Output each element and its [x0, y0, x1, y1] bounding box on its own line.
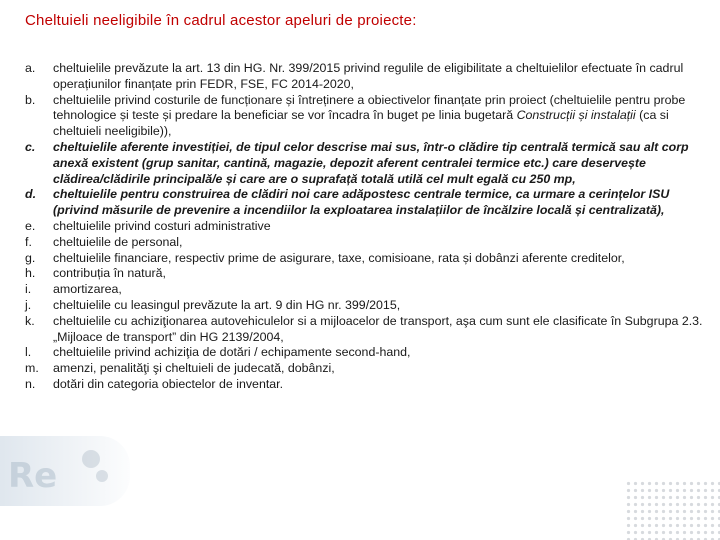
list-item	[25, 251, 705, 267]
list-marker: h.	[25, 266, 36, 281]
list-item	[25, 61, 705, 93]
logo-watermark	[0, 436, 130, 506]
list-item-text	[53, 93, 705, 140]
list-item	[25, 140, 705, 187]
list-item	[25, 345, 705, 361]
corner-dot-pattern	[625, 480, 720, 540]
list-item	[25, 377, 705, 393]
list-marker: e.	[25, 218, 36, 233]
list-item-text: cheltuielile prevăzute la art. 13 din HG. Nr. 399/2015 privind regulile de eligibilitate a cheltuielilor efectuate în cadrul operațiunilor finanțate prin FEDR, FSE, FC 2014-2020,	[53, 61, 684, 91]
list-item-italic-part: Construcții și instalații	[516, 108, 636, 123]
list-item	[25, 219, 705, 235]
list-item-text: cheltuielile aferente investiției, de tipul celor descrise mai sus, într-o clădire tip centrală termică sau alt corp anexă existent (grup sanitar, cantină, magazie, depozit aferent centralei termice etc.) care deservește clădirea/clădirile principală/e și care are o suprafață totală utilă cel mult egală cu 250 mp,	[53, 139, 689, 186]
list-item-text-part: (ca si cheltuieli neeligibile)),	[53, 108, 669, 139]
list-item-text: cheltuielile privind costuri administrative	[53, 218, 271, 233]
list-item-text: amenzi, penalităţi şi cheltuieli de judecată, dobânzi,	[53, 361, 335, 376]
list-item-text-part: cheltuielile privind costurile de funcționare și întreținere a obiectivelor finanțate prin proiect (cheltuielile pentru probe tehnologice și teste și predare la beneficiar se vor încadra în buget pe linia bugetară	[53, 92, 686, 123]
list-marker: d.	[25, 187, 37, 202]
list-item	[25, 93, 705, 140]
list-marker: n.	[25, 376, 36, 391]
list-marker: c.	[25, 139, 36, 154]
list-item-text: contribuția în natură,	[53, 266, 166, 281]
slide-title: Cheltuieli neeligibile în cadrul acestor apeluri de proiecte:	[25, 12, 417, 29]
list-marker: j.	[25, 297, 32, 312]
list-item-text: amortizarea,	[53, 282, 122, 297]
list-item-text: cheltuielile de personal,	[53, 234, 183, 249]
list-item-text: cheltuielile cu achiziţionarea autovehiculelor si a mijloacelor de transport, aşa cum sunt ele clasificate în Subgrupa 2.3. „Mijloace de transport” din HG 2139/2004,	[53, 313, 703, 344]
logo-dot-icon	[96, 470, 108, 482]
list-marker: f.	[25, 234, 32, 249]
list-marker: a.	[25, 61, 36, 75]
list-item	[25, 298, 705, 314]
list-item	[25, 361, 705, 377]
list-item	[25, 235, 705, 251]
list-item-text: dotări din categoria obiectelor de inventar.	[53, 376, 284, 391]
list-marker: m.	[25, 361, 39, 376]
list-marker: g.	[25, 250, 36, 265]
list-item	[25, 314, 705, 346]
list-marker: l.	[25, 345, 32, 360]
list-item	[25, 282, 705, 298]
list-marker: b.	[25, 92, 36, 107]
list-item-text: cheltuielile cu leasingul prevăzute la art. 9 din HG nr. 399/2015,	[53, 297, 401, 312]
list-item-text: cheltuielile pentru construirea de clădiri noi care adăpostesc centrale termice, ca urmare a cerințelor ISU (privind măsurile de prevenire a incendiilor la exploatarea instalațiilor de încălzire locală și centralizată),	[53, 187, 670, 218]
list-item-text: cheltuielile financiare, respectiv prime de asigurare, taxe, comisioane, rata și dobânzi aferente creditelor,	[53, 250, 625, 265]
list-item-text: cheltuielile privind achiziţia de dotări / echipamente second-hand,	[53, 345, 411, 360]
logo-dot-icon	[82, 450, 100, 468]
ineligible-costs-list	[25, 61, 705, 393]
list-marker: k.	[25, 313, 35, 328]
list-marker: i.	[25, 282, 32, 297]
list-item	[25, 266, 705, 282]
logo-watermark-text: Re	[8, 456, 58, 496]
list-item	[25, 187, 705, 219]
